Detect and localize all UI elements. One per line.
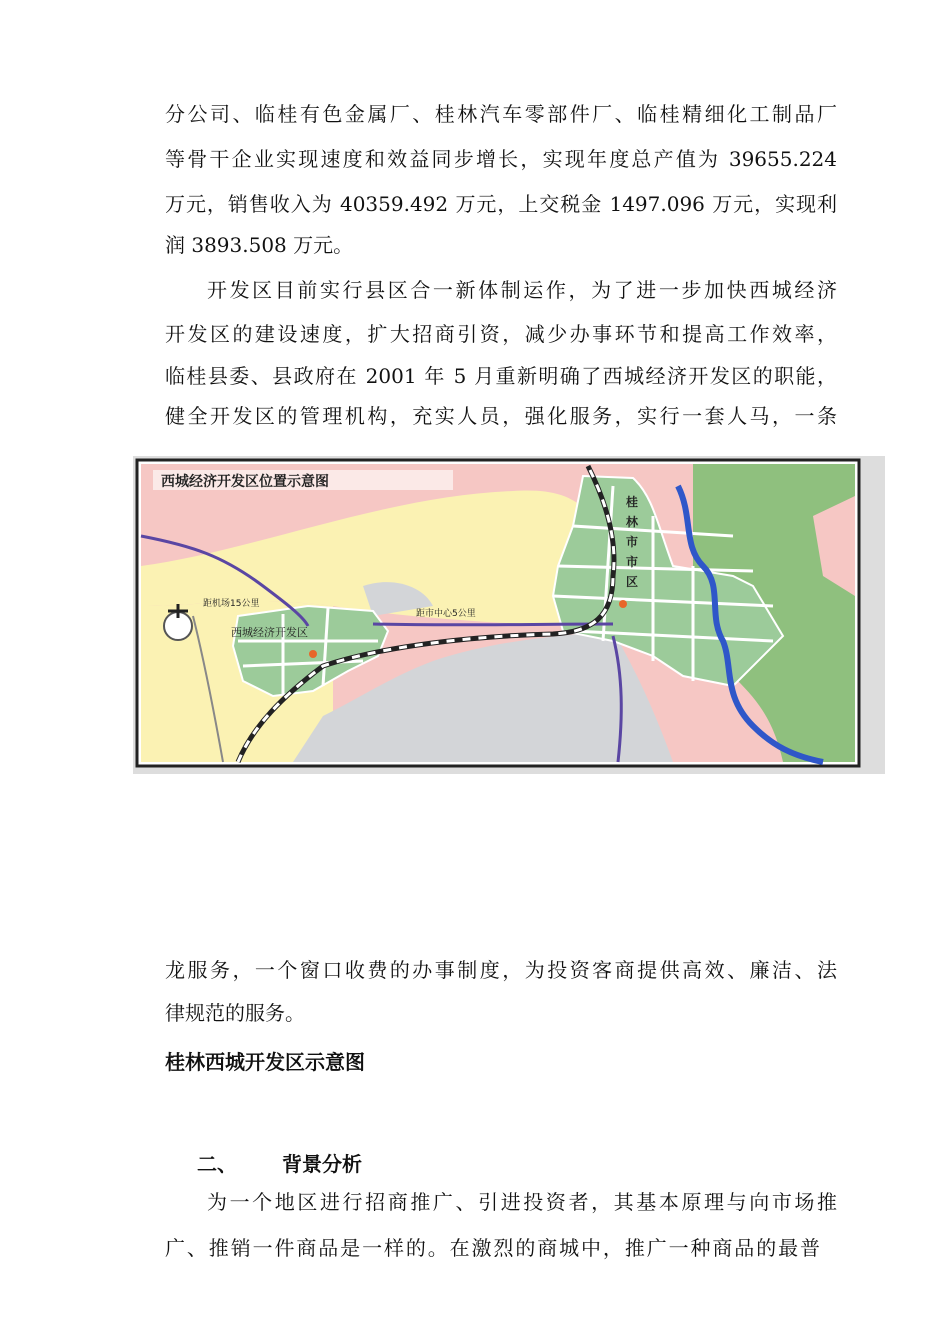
airport-distance-label: 距机场15公里: [203, 599, 260, 609]
paragraph-line: 临桂县委、县政府在 2001 年 5 月重新明确了西城经济开发区的职能，: [165, 364, 837, 388]
paragraph-line: 为一个地区进行招商推广、引进投资者，其基本原理与向市场推: [207, 1190, 837, 1214]
location-map: [133, 456, 885, 774]
paragraph-line: 开发区的建设速度，扩大招商引资，减少办事环节和提高工作效率，: [165, 322, 837, 346]
paragraph-line: 健全开发区的管理机构，充实人员，强化服务，实行一套人马，一条: [165, 404, 837, 428]
city-label: [626, 494, 639, 589]
city-label-char: 桂: [626, 495, 639, 509]
paragraph-line: 律规范的服务。: [165, 1001, 305, 1025]
zone-marker: [309, 650, 317, 658]
paragraph-line: 广、推销一件商品是一样的。在激烈的商城中，推广一种商品的最普: [165, 1236, 820, 1260]
city-label-char: 区: [626, 575, 639, 589]
city-label-char: 市: [626, 555, 639, 569]
paragraph-line: 等骨干企业实现速度和效益同步增长，实现年度总产值为 39655.224: [165, 147, 837, 171]
section-title: 背景分析: [282, 1152, 362, 1176]
map-caption: 桂林西城开发区示意图: [165, 1050, 365, 1074]
city-label-char: 市: [626, 535, 639, 549]
paragraph-line: 龙服务，一个窗口收费的办事制度，为投资客商提供高效、廉洁、法: [165, 958, 837, 982]
city-marker: [619, 600, 627, 608]
city-label-char: 林: [626, 515, 639, 529]
paragraph-line: 万元，销售收入为 40359.492 万元，上交税金 1497.096 万元，实现利: [165, 192, 837, 216]
section-number: 二、: [197, 1152, 237, 1176]
paragraph-line: 开发区目前实行县区合一新体制运作，为了进一步加快西城经济: [207, 278, 837, 302]
zone-label: 西城经济开发区: [231, 626, 308, 639]
paragraph-line: 润 3893.508 万元。: [165, 233, 354, 257]
center-distance-label: 距市中心5公里: [416, 609, 476, 619]
map-title: 西城经济开发区位置示意图: [161, 474, 329, 490]
paragraph-line: 分公司、临桂有色金属厂、桂林汽车零部件厂、临桂精细化工制品厂: [165, 102, 837, 126]
